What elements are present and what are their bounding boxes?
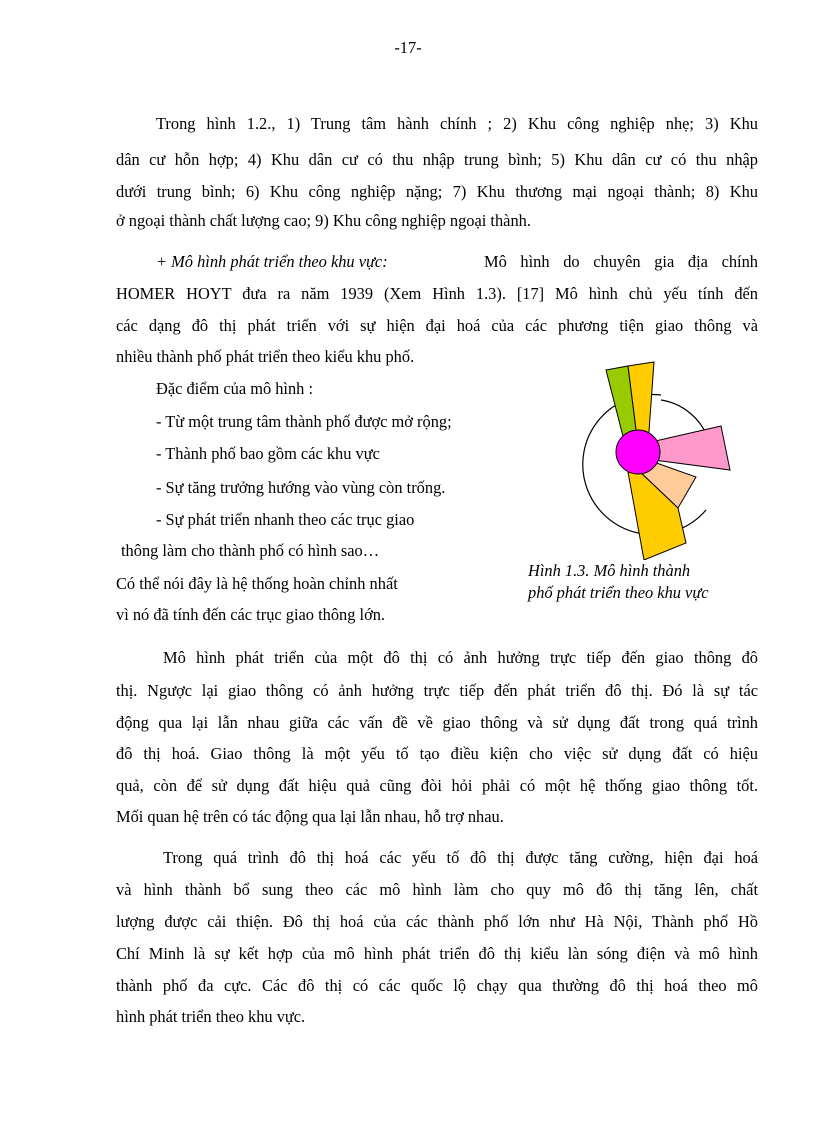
para2-line-4: nhiều thành phố phát triển theo kiểu khu phố.	[116, 347, 415, 366]
model-heading: + Mô hình phát triển theo khu vực:	[156, 252, 388, 271]
feature-item-2: - Thành phố bao gồm các khu vực	[156, 444, 380, 463]
para3-line-5: quả, còn để sử dụng đất hiệu quả cũng đòi hỏi phải có một hệ thống giao thông tốt.	[116, 776, 758, 795]
para2-lead-rest: Mô hình do chuyên gia địa chính	[484, 252, 758, 271]
para4-line-5: thành phố đa cực. Các đô thị có các quốc lộ chạy qua thường đô thị hoá theo mô	[116, 976, 758, 995]
features-closing-1: Có thể nói đây là hệ thống hoàn chỉnh nhất	[116, 574, 398, 593]
feature-item-4: - Sự phát triển nhanh theo các trục giao	[156, 510, 415, 529]
para1-line-2: dân cư hỗn hợp; 4) Khu dân cư có thu nhập trung bình; 5) Khu dân cư có thu nhập	[116, 150, 758, 169]
para3-line-6: Mối quan hệ trên có tác động qua lại lẫn nhau, hỗ trợ nhau.	[116, 807, 504, 826]
feature-item-1: - Từ một trung tâm thành phố được mở rộng;	[156, 412, 452, 431]
para4-line-6: hình phát triển theo khu vực.	[116, 1007, 306, 1026]
para2-line-2: HOMER HOYT đưa ra năm 1939 (Xem Hình 1.3). [17] Mô hình chủ yếu tính đến	[116, 284, 758, 303]
sector-model-figure	[566, 360, 746, 560]
high-income-sector	[651, 426, 730, 470]
figure-caption-line-2: phố phát triển theo khu vực	[528, 583, 709, 602]
para4-line-3: lượng được cải thiện. Đô thị hoá của các thành phố lớn như Hà Nội, Thành phố Hồ	[116, 912, 758, 931]
features-closing-2: vì nó đã tính đến các trục giao thông lớn.	[116, 605, 386, 624]
page-number: -17-	[394, 38, 422, 57]
para2-line-3: các dạng đô thị phát triển với sự hiện đại hoá của các phương tiện giao thông và	[116, 316, 758, 335]
para1-line-3: dưới trung bình; 6) Khu công nghiệp nặng; 7) Khu thương mại ngoại thành; 8) Khu	[116, 182, 758, 201]
para2-lead-italic	[156, 252, 388, 272]
para4-line-2: và hình thành bổ sung theo các mô hình làm cho quy mô đô thị tăng lên, chất	[116, 880, 758, 899]
feature-continuation: thông làm cho thành phố có hình sao…	[121, 541, 380, 560]
para4-line-4: Chí Minh là sự kết hợp của mô hình phát triển đô thị kiểu làn sóng điện và mô hình	[116, 944, 758, 963]
feature-item-3: - Sự tăng trưởng hướng vào vùng còn trống.	[156, 478, 446, 497]
para4-line-1: Trong quá trình đô thị hoá các yếu tố đô thị được tăng cường, hiện đại hoá	[163, 848, 758, 867]
features-heading: Đặc điểm của mô hình :	[156, 379, 314, 398]
para3-line-3: động qua lại lẫn nhau giữa các vấn đề về giao thông và sử dụng đất trong quá trình	[116, 713, 758, 732]
para1-line-1: Trong hình 1.2., 1) Trung tâm hành chính ; 2) Khu công nghiệp nhẹ; 3) Khu	[156, 114, 758, 133]
para1-line-4: ở ngoại thành chất lượng cao; 9) Khu công nghiệp ngoại thành.	[116, 211, 531, 230]
para3-line-1: Mô hình phát triển của một đô thị có ảnh hưởng trực tiếp đến giao thông đô	[163, 648, 758, 667]
figure-caption-line-1: Hình 1.3. Mô hình thành	[528, 561, 691, 580]
para3-line-4: đô thị hoá. Giao thông là một yếu tố tạo điều kiện cho việc sử dụng đất có hiệu	[116, 744, 758, 763]
cbd-center	[616, 430, 660, 474]
para3-line-2: thị. Ngược lại giao thông có ảnh hưởng trực tiếp đến phát triển đô thị. Đó là sự tác	[116, 681, 758, 700]
